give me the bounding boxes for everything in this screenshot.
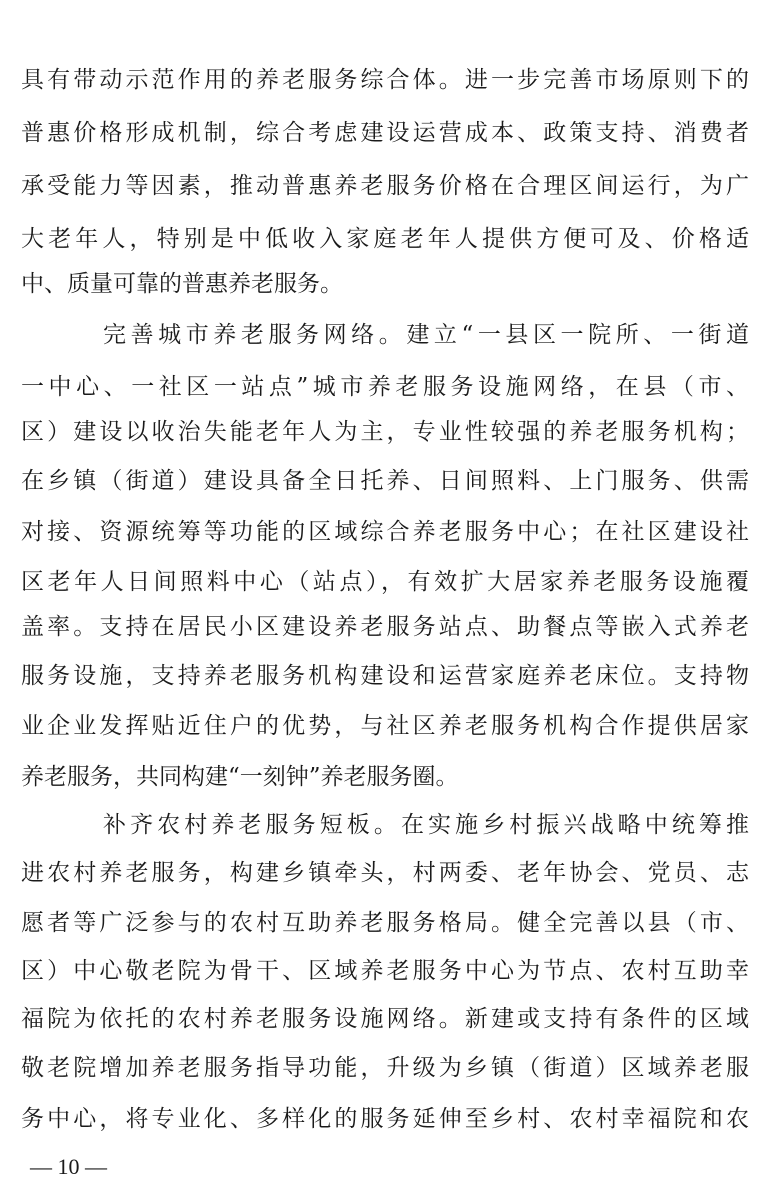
text-line: 普惠价格形成机制，综合考虑建设运营成本、政策支持、消费者 <box>21 120 749 146</box>
page-number: — 10 — <box>30 1154 107 1179</box>
paragraph-lead-line: 完善城市养老服务网络。建立“一县区一院所、一街道 <box>103 322 749 348</box>
text-line: 进农村养老服务，构建乡镇牵头，村两委、老年协会、党员、志 <box>21 860 749 886</box>
text-line: 一中心、一社区一站点”城市养老服务设施网络，在县（市、 <box>21 374 749 400</box>
text-line: 区）中心敬老院为骨干、区域养老服务中心为节点、农村互助幸 <box>21 958 749 984</box>
text-line: 敬老院增加养老服务指导功能，升级为乡镇（街道）区域养老服 <box>21 1055 749 1081</box>
text-line: 盖率。支持在居民小区建设养老服务站点、助餐点等嵌入式养老 <box>21 614 749 640</box>
paragraph-lead-line: 补齐农村养老服务短板。在实施乡村振兴战略中统筹推 <box>103 812 749 838</box>
text-line: 中、质量可靠的普惠养老服务。 <box>21 271 343 297</box>
text-line: 服务设施，支持养老服务机构建设和运营家庭养老床位。支持物 <box>21 663 749 689</box>
text-line: 养老服务，共同构建“一刻钟”养老服务圈。 <box>21 764 459 790</box>
text-line: 具有带动示范作用的养老服务综合体。进一步完善市场原则下的 <box>21 67 749 93</box>
text-line: 务中心，将专业化、多样化的服务延伸至乡村、农村幸福院和农 <box>21 1106 749 1132</box>
text-line: 在乡镇（街道）建设具备全日托养、日间照料、上门服务、供需 <box>21 468 749 494</box>
text-line: 福院为依托的农村养老服务设施网络。新建或支持有条件的区域 <box>21 1006 749 1032</box>
text-line: 对接、资源统筹等功能的区域综合养老服务中心；在社区建设社 <box>21 519 749 545</box>
text-line: 区老年人日间照料中心（站点），有效扩大居家养老服务设施覆 <box>21 569 749 595</box>
text-line: 业企业发挥贴近住户的优势，与社区养老服务机构合作提供居家 <box>21 713 749 739</box>
text-line: 区）建设以收治失能老年人为主，专业性较强的养老服务机构； <box>21 419 749 445</box>
text-line: 承受能力等因素，推动普惠养老服务价格在合理区间运行，为广 <box>21 173 749 199</box>
text-line: 大老年人，特别是中低收入家庭老年人提供方便可及、价格适 <box>21 226 749 252</box>
text-line: 愿者等广泛参与的农村互助养老服务格局。健全完善以县（市、 <box>21 910 749 936</box>
